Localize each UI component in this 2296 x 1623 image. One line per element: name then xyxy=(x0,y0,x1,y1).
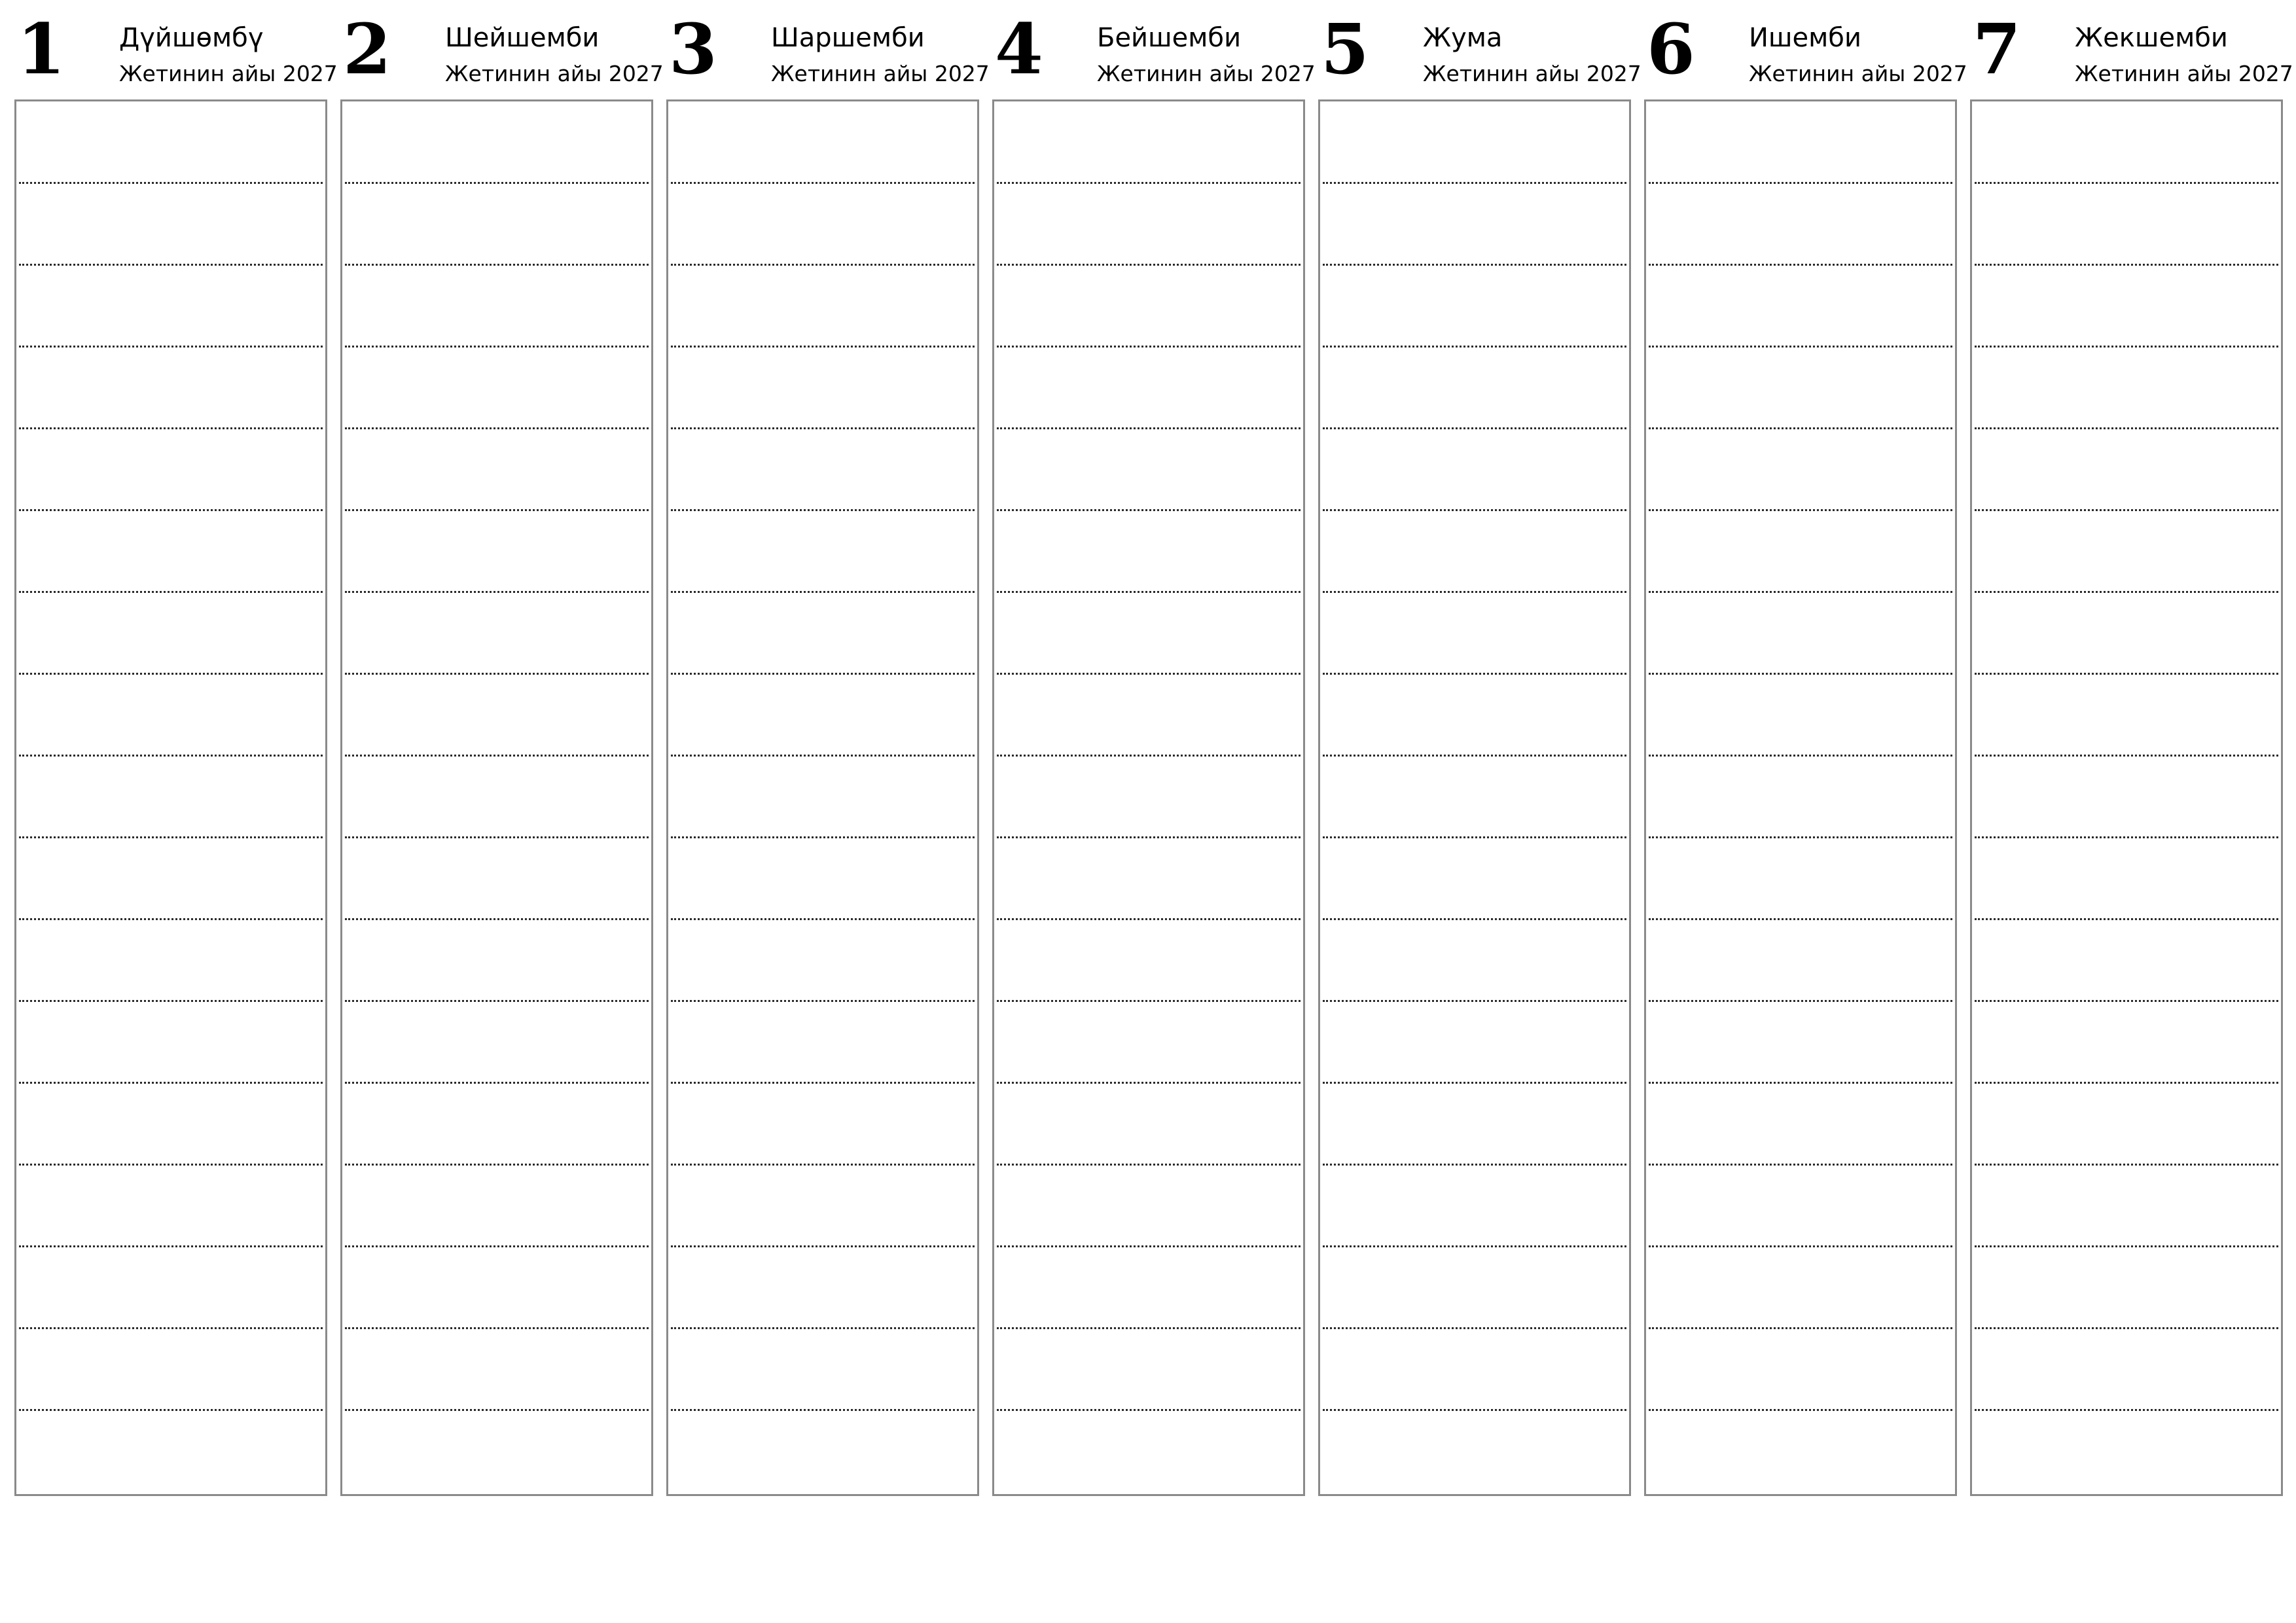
day-column-6 xyxy=(1644,0,1967,1496)
note-line xyxy=(671,1409,975,1411)
note-line xyxy=(1323,427,1626,429)
note-line xyxy=(1649,1164,1952,1166)
note-line xyxy=(997,1000,1300,1002)
day-number: 7 xyxy=(1973,8,2021,90)
note-line xyxy=(1975,836,2278,838)
notes-box[interactable] xyxy=(1318,99,1631,1496)
note-line xyxy=(1649,755,1952,757)
day-number: 4 xyxy=(995,8,1043,90)
day-month-year: Жетинин айы 2027 xyxy=(1423,61,1641,86)
note-line xyxy=(1649,918,1952,920)
note-line xyxy=(671,673,975,675)
notes-box[interactable] xyxy=(1644,99,1957,1496)
note-line xyxy=(1975,427,2278,429)
note-line xyxy=(1649,1409,1952,1411)
note-line xyxy=(1649,182,1952,184)
note-line xyxy=(997,427,1300,429)
note-line xyxy=(19,1082,323,1084)
note-line xyxy=(1975,346,2278,348)
note-line xyxy=(997,509,1300,511)
note-line xyxy=(345,918,649,920)
note-line xyxy=(345,1082,649,1084)
note-line xyxy=(997,918,1300,920)
note-line xyxy=(997,755,1300,757)
note-line xyxy=(345,1164,649,1166)
day-header xyxy=(1970,0,2293,99)
note-line xyxy=(345,182,649,184)
day-name: Шейшемби xyxy=(445,23,600,53)
note-line xyxy=(1975,755,2278,757)
note-line xyxy=(671,346,975,348)
day-column-4 xyxy=(992,0,1316,1496)
day-number: 2 xyxy=(343,8,391,90)
notes-box[interactable] xyxy=(666,99,979,1496)
note-line xyxy=(1649,1082,1952,1084)
notes-box[interactable] xyxy=(340,99,653,1496)
note-line xyxy=(997,1327,1300,1329)
note-line xyxy=(345,1327,649,1329)
note-line xyxy=(19,264,323,266)
note-line xyxy=(1649,1245,1952,1247)
day-column-1 xyxy=(14,0,338,1496)
day-name: Жума xyxy=(1423,23,1503,53)
day-month-year: Жетинин айы 2027 xyxy=(771,61,990,86)
note-line xyxy=(1323,918,1626,920)
note-line xyxy=(19,182,323,184)
note-line xyxy=(1323,1409,1626,1411)
note-line xyxy=(1323,182,1626,184)
note-line xyxy=(19,1245,323,1247)
note-line xyxy=(1649,346,1952,348)
note-line xyxy=(1323,1082,1626,1084)
day-month-year: Жетинин айы 2027 xyxy=(445,61,664,86)
note-line xyxy=(671,182,975,184)
note-line xyxy=(671,509,975,511)
note-line xyxy=(19,1000,323,1002)
note-line xyxy=(1323,1000,1626,1002)
note-line xyxy=(1975,1164,2278,1166)
note-line xyxy=(1649,427,1952,429)
note-line xyxy=(997,264,1300,266)
note-line xyxy=(345,836,649,838)
note-line xyxy=(19,918,323,920)
note-line xyxy=(997,1245,1300,1247)
note-line xyxy=(345,755,649,757)
note-line xyxy=(671,1245,975,1247)
note-line xyxy=(671,1327,975,1329)
note-line xyxy=(1975,1000,2278,1002)
note-line xyxy=(345,427,649,429)
note-line xyxy=(1323,836,1626,838)
note-line xyxy=(19,755,323,757)
note-line xyxy=(671,427,975,429)
day-column-2 xyxy=(340,0,664,1496)
day-number: 3 xyxy=(669,8,717,90)
note-line xyxy=(345,1409,649,1411)
day-column-3 xyxy=(666,0,990,1496)
day-name: Ишемби xyxy=(1749,23,1861,53)
note-line xyxy=(19,836,323,838)
note-line xyxy=(671,1164,975,1166)
note-line xyxy=(1975,1245,2278,1247)
day-column-5 xyxy=(1318,0,1641,1496)
note-line xyxy=(997,673,1300,675)
note-line xyxy=(671,755,975,757)
day-header xyxy=(1644,0,1967,99)
note-line xyxy=(1975,1082,2278,1084)
note-line xyxy=(1975,591,2278,593)
note-line xyxy=(671,1000,975,1002)
day-month-year: Жетинин айы 2027 xyxy=(119,61,338,86)
note-line xyxy=(1975,1327,2278,1329)
notes-box[interactable] xyxy=(14,99,327,1496)
note-line xyxy=(671,836,975,838)
note-line xyxy=(997,346,1300,348)
note-line xyxy=(1975,1409,2278,1411)
note-line xyxy=(19,427,323,429)
day-number: 5 xyxy=(1321,8,1369,90)
note-line xyxy=(1975,264,2278,266)
note-line xyxy=(19,346,323,348)
note-line xyxy=(1649,1000,1952,1002)
note-line xyxy=(1323,755,1626,757)
day-header xyxy=(340,0,664,99)
note-line xyxy=(1323,264,1626,266)
day-month-year: Жетинин айы 2027 xyxy=(2075,61,2293,86)
note-line xyxy=(19,591,323,593)
note-line xyxy=(1649,673,1952,675)
day-number: 6 xyxy=(1647,8,1695,90)
day-name: Шаршемби xyxy=(771,23,925,53)
day-name: Бейшемби xyxy=(1097,23,1242,53)
day-header xyxy=(666,0,990,99)
note-line xyxy=(997,591,1300,593)
note-line xyxy=(671,264,975,266)
day-header xyxy=(14,0,338,99)
day-number: 1 xyxy=(17,8,65,90)
note-line xyxy=(19,509,323,511)
note-line xyxy=(1975,673,2278,675)
note-line xyxy=(1323,673,1626,675)
note-line xyxy=(19,1409,323,1411)
note-line xyxy=(1975,182,2278,184)
day-month-year: Жетинин айы 2027 xyxy=(1097,61,1316,86)
note-line xyxy=(345,1000,649,1002)
note-line xyxy=(997,1164,1300,1166)
note-line xyxy=(997,1409,1300,1411)
note-line xyxy=(1649,591,1952,593)
day-name: Дүйшөмбү xyxy=(119,23,264,53)
note-line xyxy=(997,836,1300,838)
note-line xyxy=(1649,836,1952,838)
note-line xyxy=(345,509,649,511)
day-month-year: Жетинин айы 2027 xyxy=(1749,61,1967,86)
note-line xyxy=(345,673,649,675)
note-line xyxy=(671,1082,975,1084)
note-line xyxy=(1975,918,2278,920)
note-line xyxy=(671,591,975,593)
note-line xyxy=(671,918,975,920)
note-line xyxy=(997,1082,1300,1084)
note-line xyxy=(1649,509,1952,511)
note-line xyxy=(19,1327,323,1329)
note-line xyxy=(345,591,649,593)
note-line xyxy=(345,1245,649,1247)
note-line xyxy=(1975,509,2278,511)
note-line xyxy=(1323,1327,1626,1329)
day-header xyxy=(1318,0,1641,99)
note-line xyxy=(1649,1327,1952,1329)
note-line xyxy=(19,1164,323,1166)
note-line xyxy=(345,346,649,348)
note-line xyxy=(1323,346,1626,348)
day-column-7 xyxy=(1970,0,2293,1496)
note-line xyxy=(1323,1245,1626,1247)
note-line xyxy=(19,673,323,675)
note-line xyxy=(1649,264,1952,266)
weekly-planner xyxy=(14,0,2293,1505)
notes-box[interactable] xyxy=(992,99,1305,1496)
note-line xyxy=(1323,591,1626,593)
note-line xyxy=(1323,509,1626,511)
notes-box[interactable] xyxy=(1970,99,2283,1496)
note-line xyxy=(997,182,1300,184)
note-line xyxy=(1323,1164,1626,1166)
note-line xyxy=(345,264,649,266)
day-name: Жекшемби xyxy=(2075,23,2228,53)
day-header xyxy=(992,0,1316,99)
